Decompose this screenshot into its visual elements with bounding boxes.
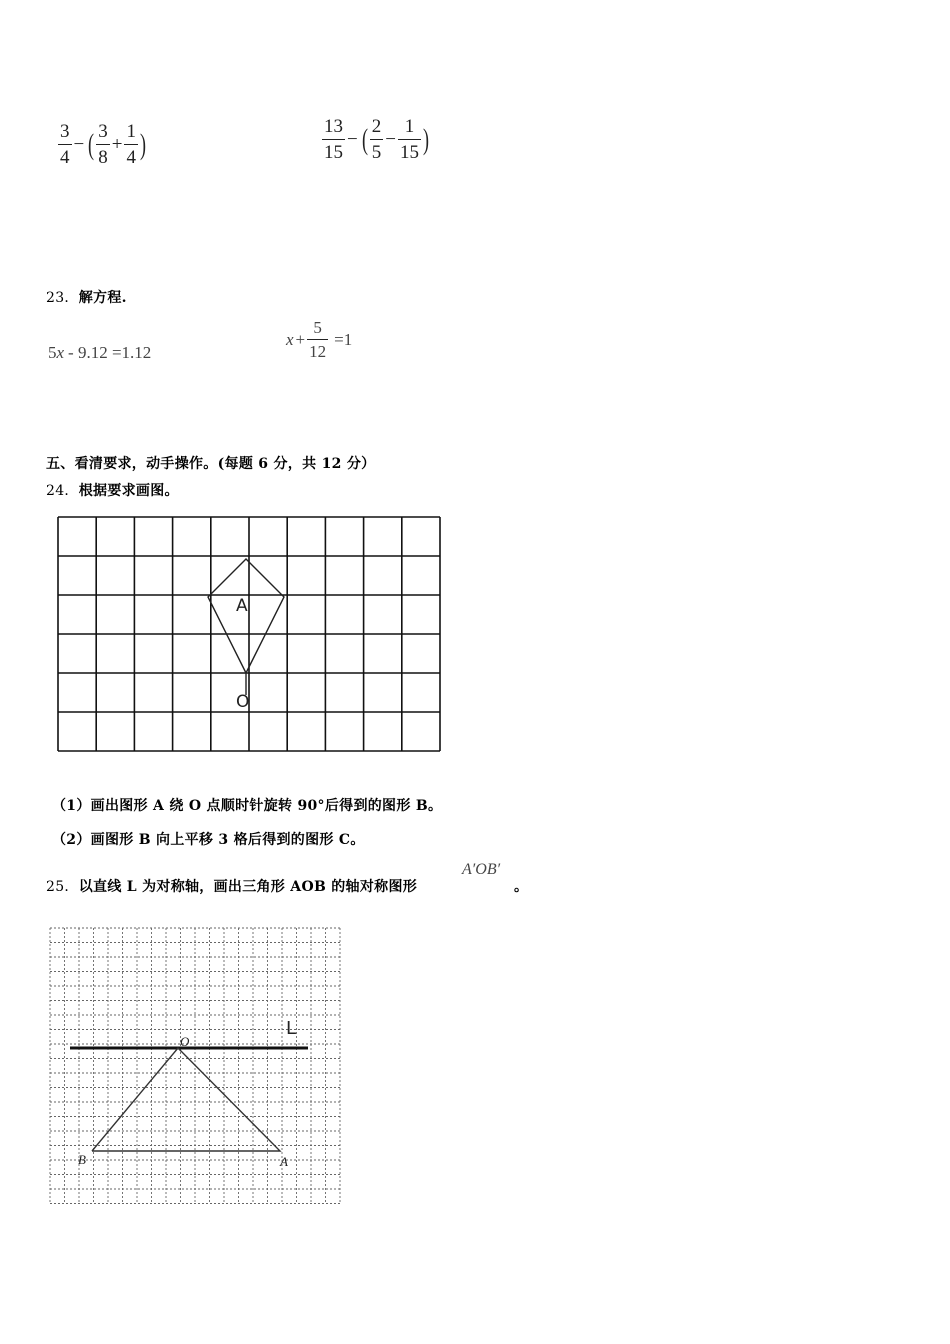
label-o: O <box>180 1034 190 1049</box>
question-24-title: 24．根据要求画图。 <box>46 483 179 499</box>
fraction-c: $\frac{1}{15}$ <box>399 116 419 163</box>
kite-shape-a <box>208 559 284 673</box>
label-o: O <box>236 692 250 712</box>
fraction: $\frac{5}{12}$ <box>309 318 327 361</box>
question-24-sub2: （2）画图形 B 向上平移 3 格后得到的图形 C。 <box>52 832 365 848</box>
equation-2: x + $\frac{5}{12}$ =1 <box>286 318 353 361</box>
question-25-title: 25．以直线 L 为对称轴，画出三角形 AOB 的轴对称图形 <box>46 879 418 895</box>
equation-1: 5 x - 9.12 =1.12 <box>48 343 152 362</box>
label-a: A <box>280 1154 288 1169</box>
question-23-title: 23．解方程. <box>46 290 127 306</box>
label-l: L <box>286 1018 297 1039</box>
figure-label-aob-prime: A′OB′ <box>462 861 501 878</box>
fraction-a: $\frac{13}{15}$ <box>324 116 343 163</box>
label-a: A <box>236 596 248 616</box>
fraction-b: $\frac{2}{5}$ <box>371 116 382 163</box>
expression-1: $\frac{3}{4}$ − ( $\frac{3}{8}$ + $\frac{1}{4}$ ) <box>60 121 146 168</box>
fraction-c: $\frac{1}{4}$ <box>126 121 136 168</box>
triangle-aob <box>92 1048 280 1151</box>
fraction-a: $\frac{3}{4}$ <box>60 121 70 168</box>
expression-2: $\frac{13}{15}$ − ( $\frac{2}{5}$ − $\frac{1}{15}$ ) <box>324 116 429 163</box>
label-b: B <box>78 1152 86 1167</box>
section-5-heading: 五、看清要求，动手操作。(每题 6 分，共 12 分） <box>46 456 376 472</box>
fraction-b: $\frac{3}{8}$ <box>98 121 108 168</box>
grid-figure-25 <box>44 922 356 1222</box>
grid-figure-24 <box>50 505 450 760</box>
question-25-end: 。 <box>514 879 529 895</box>
question-24-sub1: （1）画出图形 A 绕 O 点顺时针旋转 90°后得到的图形 B。 <box>52 798 443 814</box>
